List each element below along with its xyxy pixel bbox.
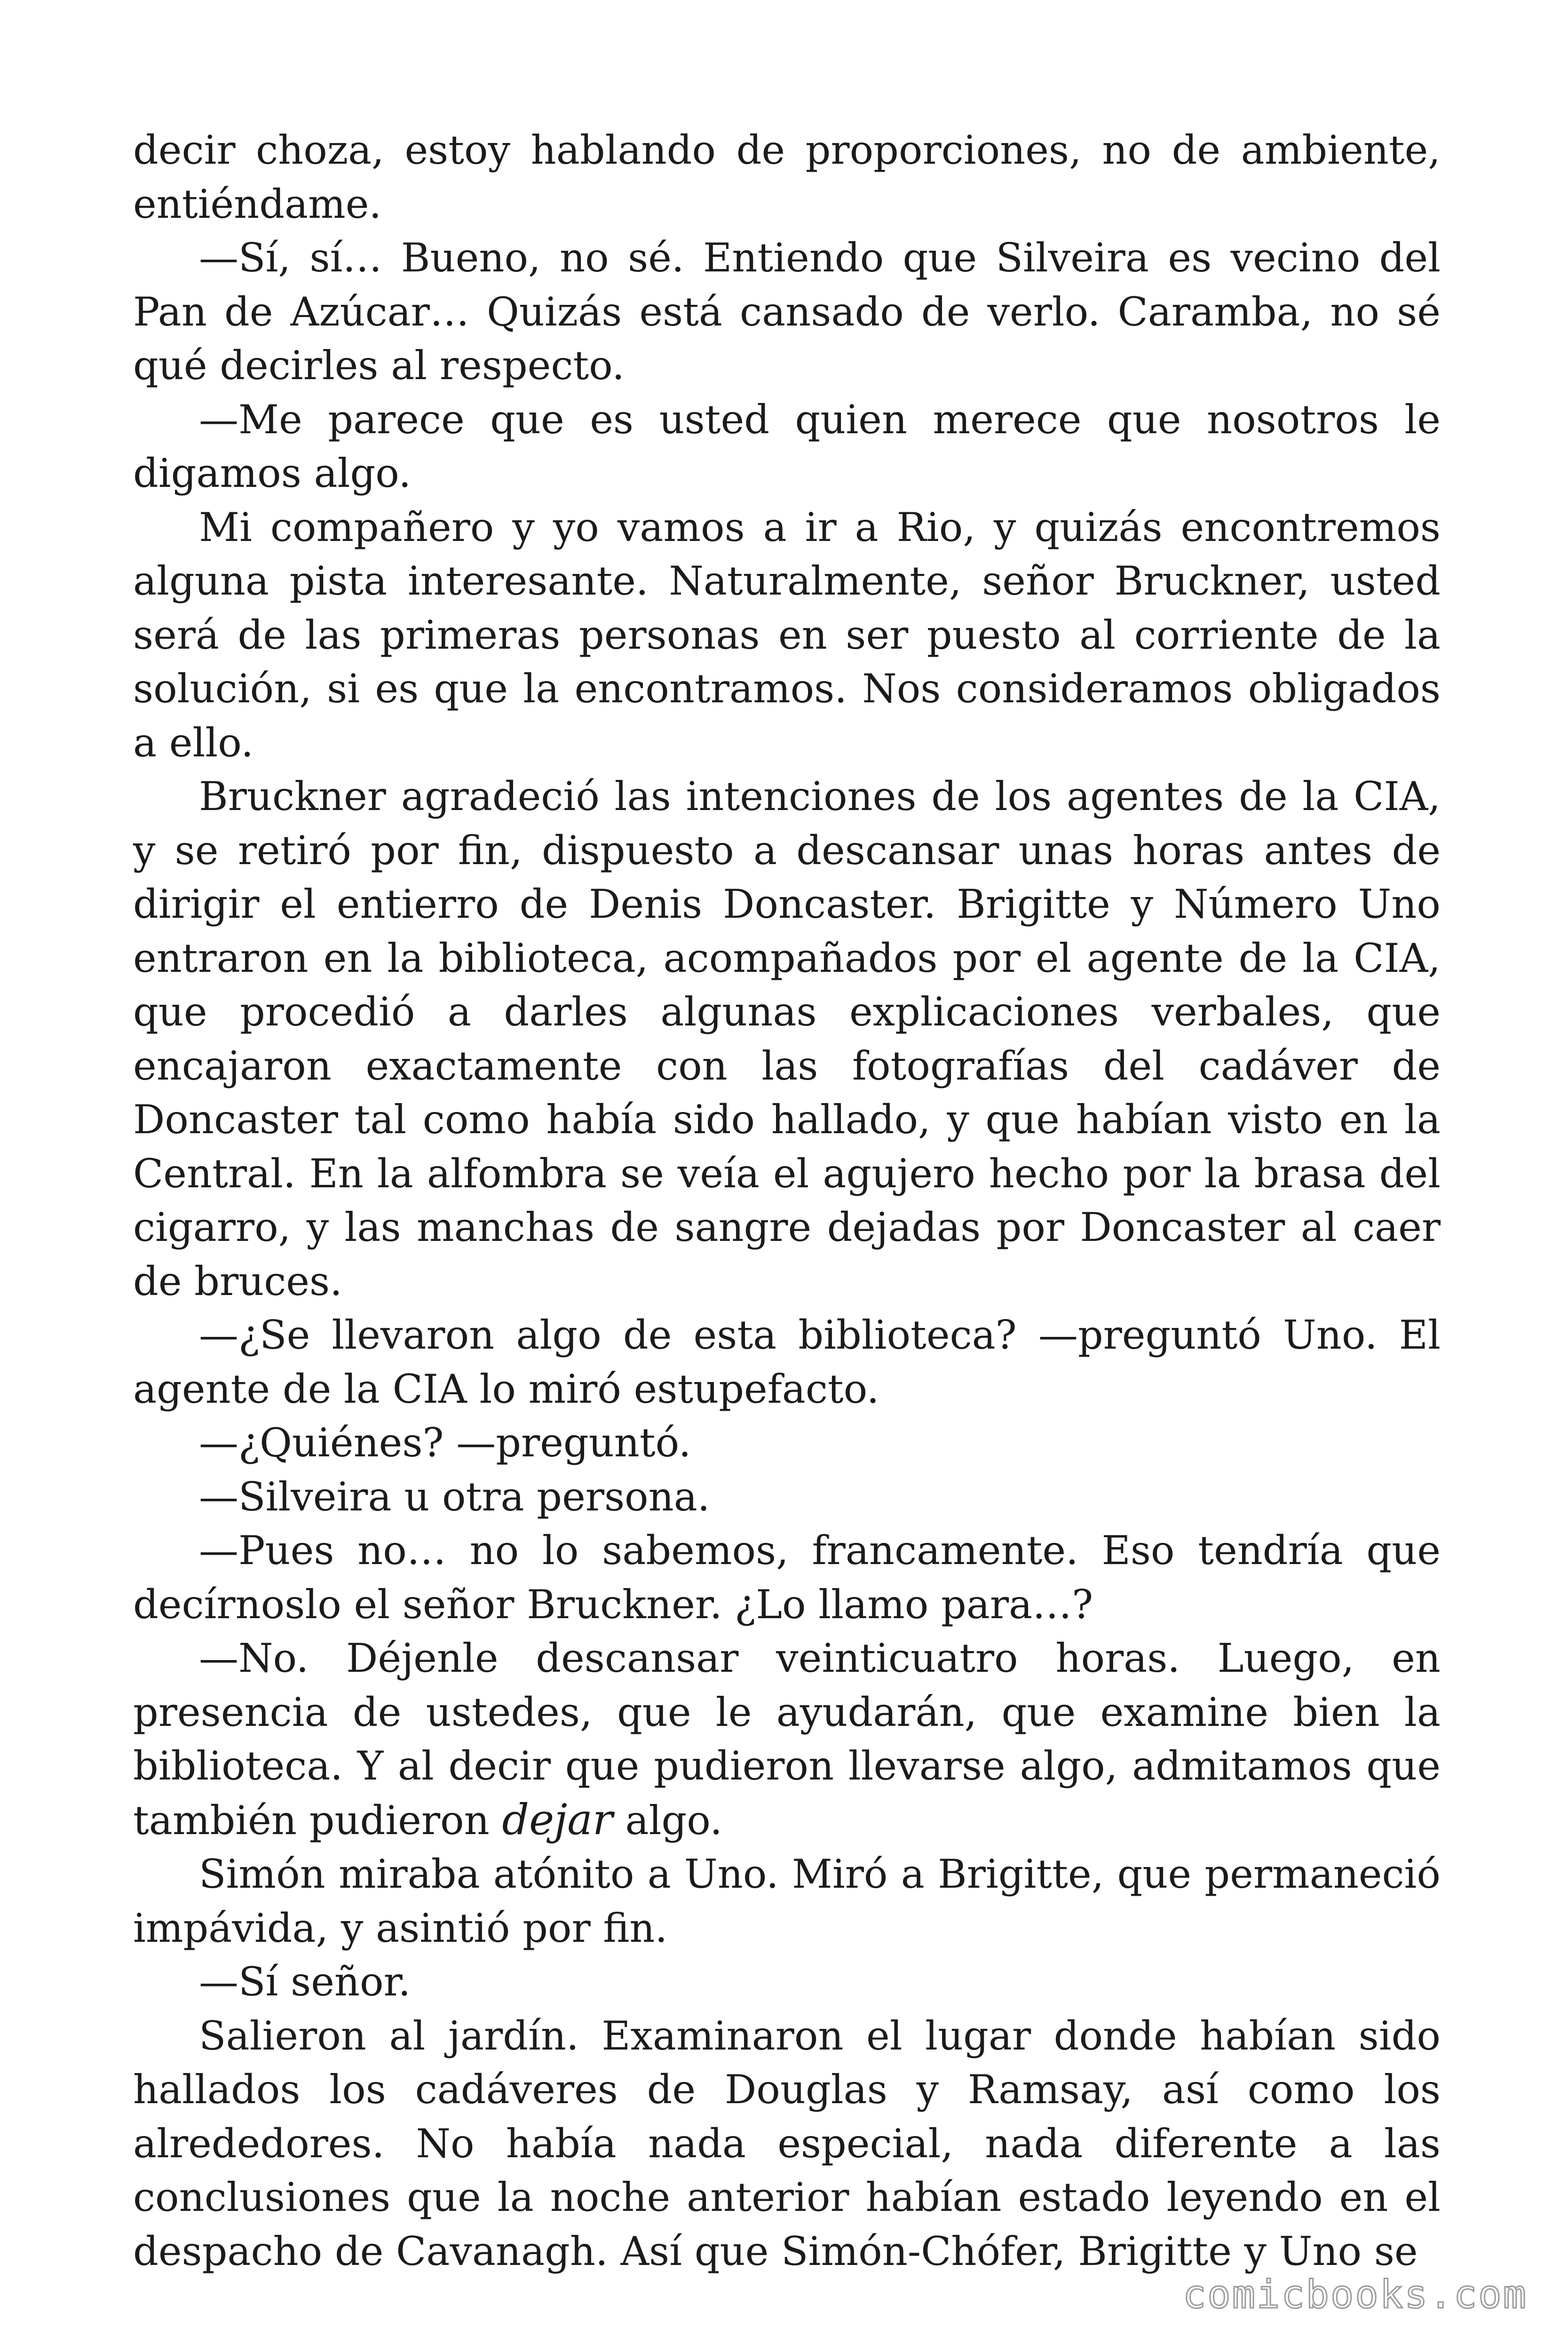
paragraph: —¿Se llevaron algo de esta biblioteca? —preguntó Uno. El agente de la CIA lo miró estupefacto. bbox=[133, 1312, 1441, 1412]
paragraph-text-after: algo. bbox=[612, 1797, 723, 1843]
paragraph: —Me parece que es usted quien merece que nosotros le digamos algo. bbox=[133, 396, 1441, 496]
paragraph-text-before: —No. Déjenle descansar veinticuatro horas. Luego, en presencia de ustedes, que le ayudarán, que examine bien la biblioteca. Y al decir que pudieron llevarse algo, admitamos que también pudieron bbox=[133, 1635, 1441, 1843]
paragraph: Mi compañero y yo vamos a ir a Rio, y quizás encontremos alguna pista interesante. Naturalmente, señor Bruckner, usted será de las primeras personas en ser puesto al corriente de la solución, si es que la encontramos. Nos consideramos obligados a ello. bbox=[133, 504, 1441, 766]
watermark-logo: comicbooks.com bbox=[1182, 2273, 1528, 2317]
emphasized-word: dejar bbox=[502, 1795, 613, 1844]
paragraph: Bruckner agradeció las intenciones de los agentes de la CIA, y se retiró por fin, dispuesto a descansar unas horas antes de dirigir el entierro de Denis Doncaster. Brigitte y Número Uno entraron en la biblioteca, acompañados por el agente de la CIA, que procedió a darles algunas explicaciones verbales, que encajaron exactamente con las fotografías del cadáver de Doncaster tal como había sido hallado, y que habían visto en la Central. En la alfombra se veía el agujero hecho por la brasa del cigarro, y las manchas de sangre dejadas por Doncaster al caer de bruces. bbox=[133, 773, 1441, 1304]
paragraph-with-emphasis bbox=[133, 1631, 1441, 1847]
paragraph: Salieron al jardín. Examinaron el lugar donde habían sido hallados los cadáveres de Douglas y Ramsay, así como los alrededores. No había nada especial, nada diferente a las conclusiones que la noche anterior habían estado leyendo en el despacho de Cavanagh. Así que Simón-Chófer, Brigitte y Uno se bbox=[133, 2012, 1441, 2274]
paragraph: —Sí, sí… Bueno, no sé. Entiendo que Silveira es vecino del Pan de Azúcar… Quizás está cansado de verlo. Caramba, no sé qué decirles al respecto. bbox=[133, 235, 1441, 389]
paragraph: —Pues no… no lo sabemos, francamente. Eso tendría que decírnoslo el señor Bruckner. ¿Lo llamo para…? bbox=[133, 1527, 1441, 1628]
paragraph: decir choza, estoy hablando de proporciones, no de ambiente, entiéndame. bbox=[133, 127, 1441, 227]
paragraph: —Sí señor. bbox=[199, 1959, 411, 2005]
page-text bbox=[133, 123, 1441, 2278]
paragraph: Simón miraba atónito a Uno. Miró a Brigitte, que permaneció impávida, y asintió por fin. bbox=[133, 1851, 1441, 1951]
paragraph: —¿Quiénes? —preguntó. bbox=[199, 1420, 691, 1466]
paragraph: —Silveira u otra persona. bbox=[199, 1473, 710, 1520]
